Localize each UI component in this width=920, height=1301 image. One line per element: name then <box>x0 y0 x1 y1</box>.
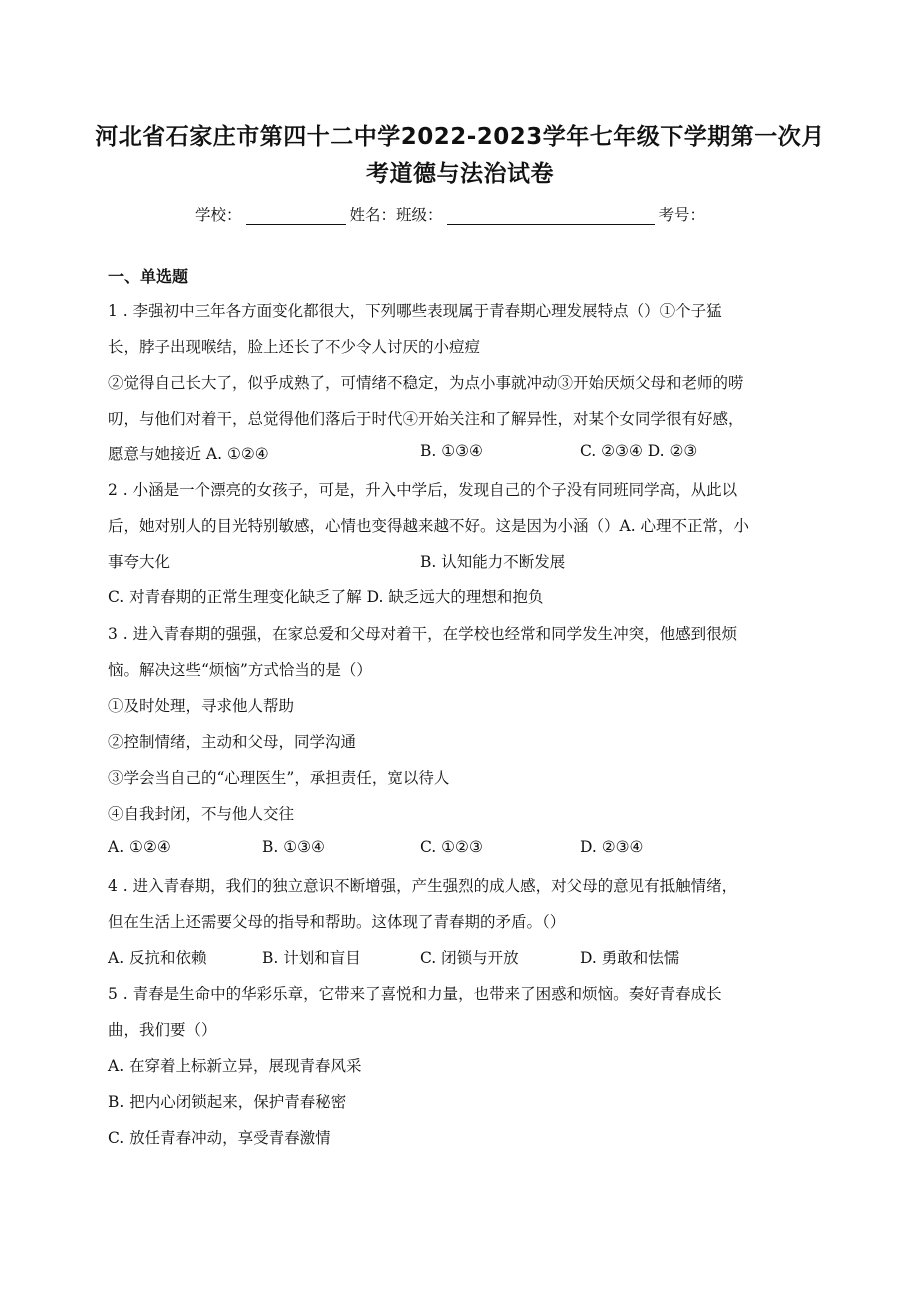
name-class-label: 姓名：班级： <box>349 206 443 224</box>
exam-title-line-2: 考道德与法治试卷 <box>366 161 554 187</box>
q1-option-b: B. ①③④ <box>420 442 483 460</box>
student-info-row <box>195 203 705 225</box>
q3-option-b: B. ①③④ <box>262 838 325 856</box>
class-blank[interactable] <box>447 208 655 225</box>
q3-line-1: 3 . 进入青春期的强强，在家总爱和父母对着干，在学校也经常和同学发生冲突，他感到很烦 <box>108 625 738 643</box>
school-label: 学校： <box>195 206 242 224</box>
q4-line-2: 但在生活上还需要父母的指导和帮助。这体现了青春期的矛盾。（） <box>108 913 566 931</box>
q3-statement-2: ②控制情绪，主动和父母，同学沟通 <box>108 733 357 751</box>
q4-option-c: C. 闭锁与开放 <box>420 949 519 967</box>
q2-line-1: 2 . 小涵是一个漂亮的女孩子，可是，升入中学后，发现自己的个子没有同班同学高，从此以 <box>108 481 738 499</box>
q3-statement-1: ①及时处理，寻求他人帮助 <box>108 697 295 715</box>
q3-option-c: C. ①②③ <box>420 838 483 856</box>
q1-line-2: 长，脖子出现喉结，脸上还长了不少令人讨厌的小痘痘 <box>108 338 481 356</box>
q2-option-a-cont: 事夸大化 <box>108 553 171 571</box>
exam-number-label: 考号： <box>658 206 706 224</box>
q1-option-a: 愿意与她接近 A. ①②④ <box>108 445 269 463</box>
q4-option-b: B. 计划和盲目 <box>262 949 361 967</box>
q5-option-a: A. 在穿着上标新立异，展现青春风采 <box>108 1057 362 1075</box>
q4-option-d: D. 勇敢和怯懦 <box>580 949 680 967</box>
q3-option-a: A. ①②④ <box>108 838 171 856</box>
q1-line-1: 1 . 李强初中三年各方面变化都很大，下列哪些表现属于青春期心理发展特点（）①个子猛 <box>108 302 722 320</box>
q5-option-c: C. 放任青春冲动，享受青春激情 <box>108 1129 331 1147</box>
q5-line-2: 曲，我们要（） <box>108 1021 217 1039</box>
q3-option-d: D. ②③④ <box>580 838 644 856</box>
section-heading: 一、单选题 <box>108 267 189 286</box>
school-blank[interactable] <box>246 208 346 225</box>
q5-line-1: 5 . 青春是生命中的华彩乐章，它带来了喜悦和力量，也带来了困惑和烦恼。奏好青春成长 <box>108 985 722 1003</box>
q5-option-b: B. 把内心闭锁起来，保护青春秘密 <box>108 1093 347 1111</box>
q2-option-b: B. 认知能力不断发展 <box>420 553 566 571</box>
exam-title-line-1: 河北省石家庄市第四十二中学2022-2023学年七年级下学期第一次月 <box>95 124 825 150</box>
q4-line-1: 4 . 进入青春期，我们的独立意识不断增强，产生强烈的成人感，对父母的意见有抵触情绪， <box>108 877 738 895</box>
q1-line-4: 叨，与他们对着干，总觉得他们落后于时代④开始关注和了解异性，对某个女同学很有好感， <box>108 410 744 428</box>
q3-statement-3: ③学会当自己的“心理医生”，承担责任，宽以待人 <box>108 769 450 787</box>
q2-line-2: 后，她对别人的目光特别敏感，心情也变得越来越不好。这是因为小涵（）A. 心理不正常，小 <box>108 517 750 535</box>
q3-statement-4: ④自我封闭，不与他人交往 <box>108 805 295 823</box>
q1-option-cd: C. ②③④ D. ②③ <box>580 442 698 460</box>
q3-line-2: 恼。解决这些“烦恼”方式恰当的是（） <box>108 661 372 679</box>
q1-line-3: ②觉得自己长大了，似乎成熟了，可情绪不稳定，为点小事就冲动③开始厌烦父母和老师的唠 <box>108 374 744 392</box>
q4-option-a: A. 反抗和依赖 <box>108 949 207 967</box>
q2-line-4: C. 对青春期的正常生理变化缺乏了解 D. 缺乏远大的理想和抱负 <box>108 588 544 606</box>
